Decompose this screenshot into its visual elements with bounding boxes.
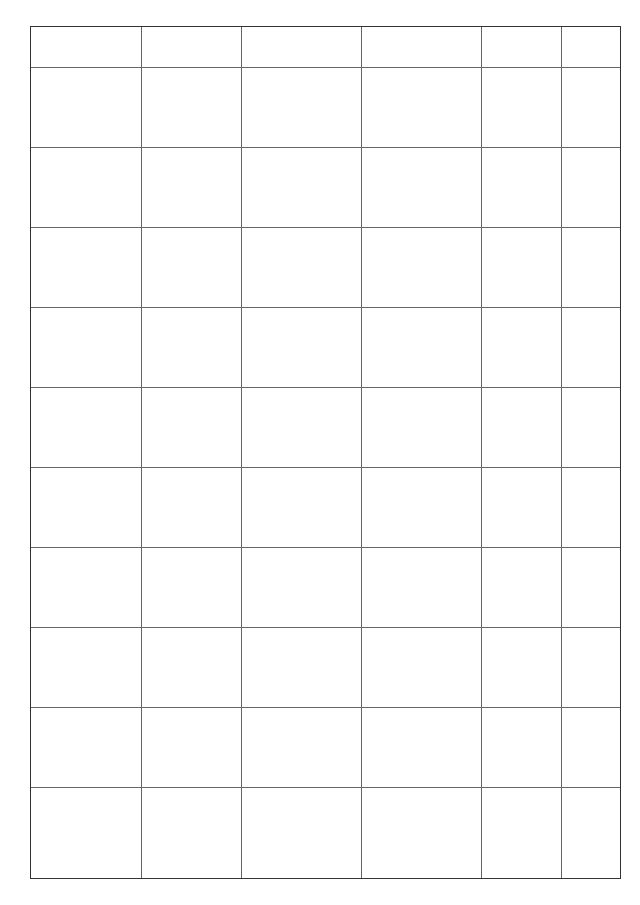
table-row-divider xyxy=(31,547,620,548)
table-row-divider xyxy=(31,787,620,788)
table-row-divider xyxy=(31,227,620,228)
table-col-divider xyxy=(361,27,362,878)
table-row-divider xyxy=(31,707,620,708)
table-col-divider xyxy=(481,27,482,878)
table-col-divider xyxy=(141,27,142,878)
table-row-divider xyxy=(31,387,620,388)
table-row-divider xyxy=(31,147,620,148)
table-row-divider xyxy=(31,67,620,68)
table-col-divider xyxy=(241,27,242,878)
table-col-divider xyxy=(561,27,562,878)
table-row-divider xyxy=(31,307,620,308)
table-row-divider xyxy=(31,467,620,468)
table-row-divider xyxy=(31,627,620,628)
rotated-data-table xyxy=(30,26,621,879)
